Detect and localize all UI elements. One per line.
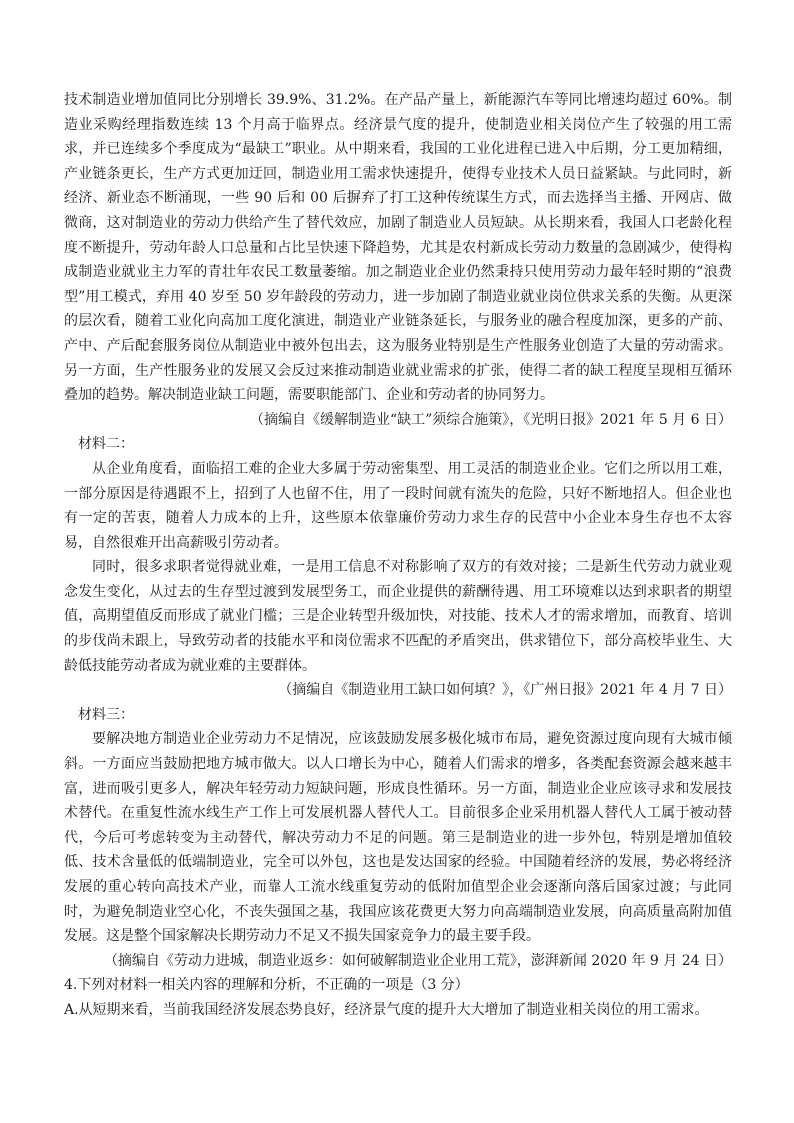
- material2-source: （摘编自《制造业用工缺口如何填？》，《广州日报》2021 年 4 月 7 日）: [278, 682, 732, 699]
- material2-label: 材料二：: [78, 436, 134, 453]
- document-page: [64, 88, 732, 1023]
- material1-source: （摘编自《缓解制造业“缺工”须综合施策》，《光明日报》2021 年 5 月 6 日）: [249, 411, 732, 428]
- material2-paragraph-1: 从企业角度看，面临招工难的企业大多属于劳动密集型、用工灵活的制造业企业。它们之所以用工难，一部分原因是待遇跟不上，招到了人也留不住，用了一段时间就有流失的危险，只好不断地招人。但企业也有一定的苦衷，随着人力成本的上升，这些原本依靠廉价劳动力求生存的民营中小企业本身生存也不太容易，自然很难开出高薪吸引劳动者。: [64, 460, 732, 551]
- question-4-option-a: A.从短期来看，当前我国经济发展态势良好，经济景气度的提升大大增加了制造业相关岗位的用工需求。: [64, 1001, 709, 1018]
- material3-source: （摘编自《劳动力进城，制造业返乡：如何破解制造业企业用工荒》，澎湃新闻 2020 年 9 月 24 日）: [103, 952, 732, 969]
- material3-label: 材料三：: [78, 706, 134, 723]
- material2-paragraph-2: 同时，很多求职者觉得就业难，一是用工信息不对称影响了双方的有效对接；二是新生代劳动力就业观念发生变化，从过去的生存型过渡到发展型务工，而企业提供的薪酬待遇、用工环境难以达到求职者的期望值，高期望值反而形成了就业门槛；三是企业转型升级加快，对技能、技术人才的需求增加，而教育、培训的步伐尚未跟上，导致劳动者的技能水平和岗位需求不匹配的矛盾突出，供求错位下，部分高校毕业生、大龄低技能劳动者成为就业难的主要群体。: [64, 559, 732, 674]
- material3-body: 要解决地方制造业企业劳动力不足情况，应该鼓励发展多极化城市布局，避免资源过度向现有大城市倾斜。一方面应当鼓励把地方城市做大。以人口增长为中心，随着人们需求的增多，各类配套资源会越来越丰富，进而吸引更多人，解决年轻劳动力短缺问题，形成良性循环。另一方面，制造业企业应该寻求和发展技术替代。在重复性流水线生产工作上可发展机器人替代人工。目前很多企业采用机器人替代人工属于被动替代，今后可考虑转变为主动替代，解决劳动力不足的问题。第三是制造业的进一步外包，特别是增加值较低、技术含量低的低端制造业，完全可以外包，这也是发达国家的经验。中国随着经济的发展，势必将经济发展的重心转向高技术产业，而靠人工流水线重复劳动的低附加值型企业会逐渐向落后国家过渡；与此同时，为避免制造业空心化，不丧失强国之基，我国应该花费更大努力向高端制造业发展，向高质量高附加值发展。这是整个国家解决长期劳动力不足又不损失国家竞争力的最主要手段。: [64, 731, 732, 945]
- material1-body: 技术制造业增加值同比分别增长 39.9%、31.2%。在产品产量上，新能源汽车等同比增速均超过 60%。制造业采购经理指数连续 13 个月高于临界点。经济景气度的提升，使制造业相关岗位产生了较强的用工需求，并已连续多个季度成为“最缺工”职业。从中期来看，我国的工业化进程已进入中后期，分工更加精细，产业链条更长，生产方式更加迂回，制造业用工需求快速提升，使得专业技术人员日益紧缺。与此同时，新经济、新业态不断涌现，一些 90 后和 00 后摒弃了打工这种传统谋生方式，而去选择当主播、开网店、做微商，这对制造业的劳动力供给产生了替代效应，加剧了制造业人员短缺。从长期来看，我国人口老龄化程度不断提升，劳动年龄人口总量和占比呈快速下降趋势，尤其是农村新成长劳动力数量的急剧减少，使得构成制造业就业主力军的青壮年农民工数量萎缩。加之制造业企业仍然秉持只使用劳动力最年轻时期的“浪费型”用工模式，弃用 40 岁至 50 岁年龄段的劳动力，进一步加剧了制造业就业岗位供求关系的失衡。从更深的层次看，随着工业化向高加工度化演进，制造业产业链条延长，与服务业的融合程度加深，更多的产前、产中、产后配套服务岗位从制造业中被外包出去，这为服务业特别是生产性服务业创造了大量的劳动需求。另一方面，生产性服务业的发展又会反过来推动制造业就业需求的扩张，使得二者的缺工程度呈现相互循环叠加的趋势。解决制造业缺工问题，需要职能部门、企业和劳动者的协同努力。: [64, 92, 732, 404]
- question-4-stem: 4.下列对材料一相关内容的理解和分析，不正确的一项是（3 分）: [64, 977, 469, 994]
